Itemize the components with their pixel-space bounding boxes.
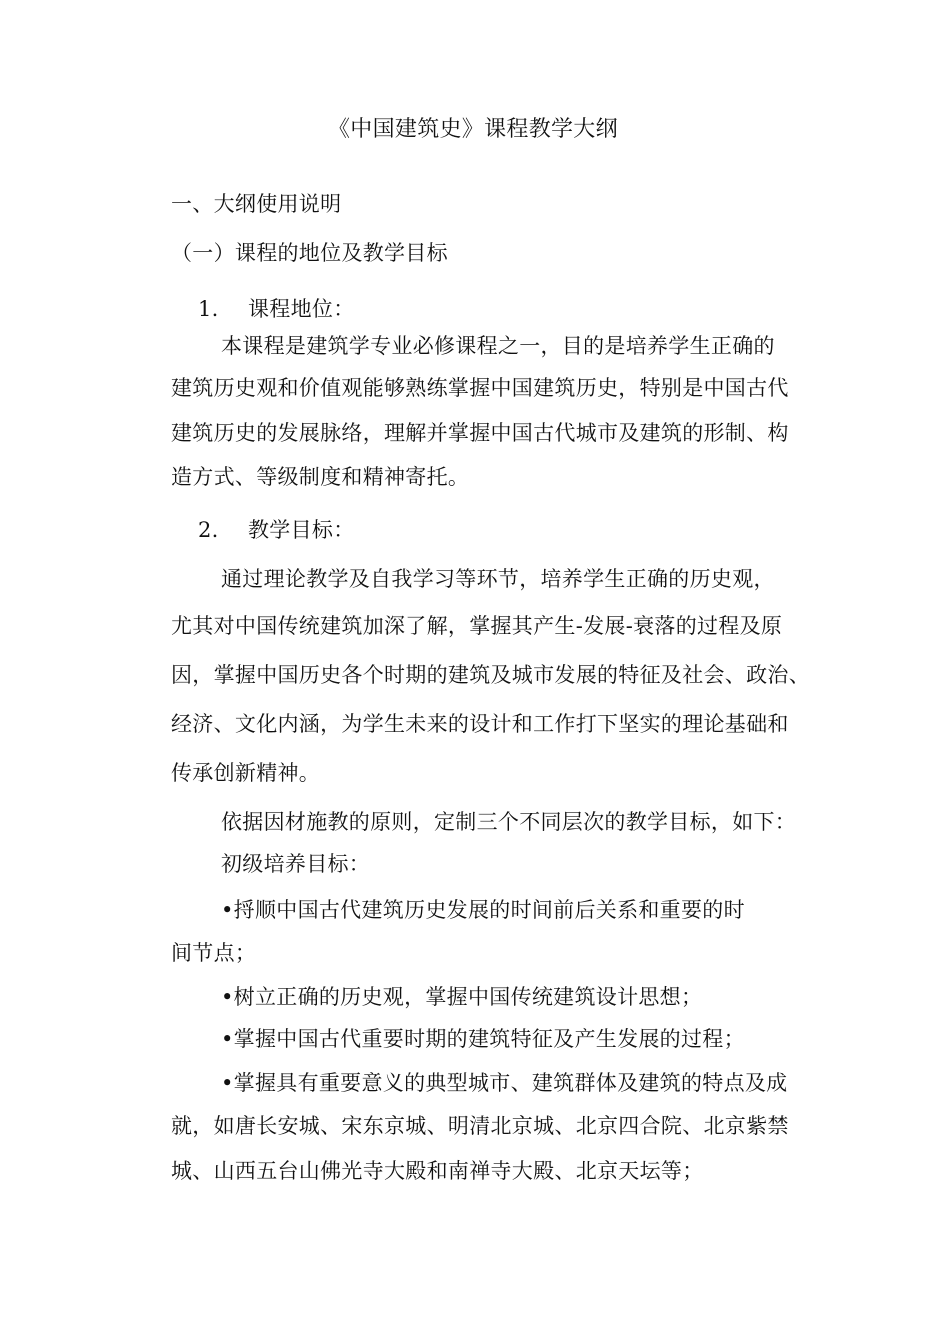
paragraph-line: 经济、文化内涵，为学生未来的设计和工作打下坚实的理论基础和 [171,712,789,736]
paragraph-line: 传承创新精神。 [171,761,321,785]
subsection-heading: （一）课程的地位及教学目标 [171,241,448,265]
item-number: 1. [198,297,219,321]
bullet-item: •捋顺中国古代建筑历史发展的时间前后关系和重要的时 [221,898,745,922]
bullet-item: •树立正确的历史观，掌握中国传统建筑设计思想； [221,985,703,1009]
paragraph-line: 尤其对中国传统建筑加深了解，掌握其产生-发展-衰落的过程及原 [171,614,783,638]
bullet-item-continuation: 城、山西五台山佛光寺大殿和南禅寺大殿、北京天坛等； [171,1159,704,1183]
item-number: 2. [198,518,219,542]
item-label: 课程地位： [248,297,355,321]
paragraph-line: 建筑历史观和价值观能够熟练掌握中国建筑历史，特别是中国古代 [171,376,789,400]
paragraph-line: 建筑历史的发展脉络，理解并掌握中国古代城市及建筑的形制、构 [171,421,789,445]
section-heading: 一、大纲使用说明 [171,192,342,216]
document-title: 《中国建筑史》课程教学大纲 [328,117,618,142]
paragraph-line: 通过理论教学及自我学习等环节，培养学生正确的历史观， [221,567,775,591]
item-heading-course-position [198,294,355,324]
paragraph-line: 本课程是建筑学专业必修课程之一，目的是培养学生正确的 [221,334,775,358]
item-label: 教学目标： [248,518,355,542]
bullet-item: •掌握中国古代重要时期的建筑特征及产生发展的过程； [221,1027,745,1051]
bullet-item-continuation: 就，如唐长安城、宋东京城、明清北京城、北京四合院、北京紫禁 [171,1114,789,1138]
paragraph-line: 因，掌握中国历史各个时期的建筑及城市发展的特征及社会、政治、 [171,663,810,687]
bullet-item: •掌握具有重要意义的典型城市、建筑群体及建筑的特点及成 [221,1071,788,1095]
levels-intro: 依据因材施教的原则，定制三个不同层次的教学目标，如下： [221,810,797,834]
bullet-item-continuation: 间节点； [171,941,257,965]
paragraph-line: 造方式、等级制度和精神寄托。 [171,465,470,489]
item-heading-teaching-goals [198,515,355,545]
primary-goal-heading: 初级培养目标： [221,852,371,876]
